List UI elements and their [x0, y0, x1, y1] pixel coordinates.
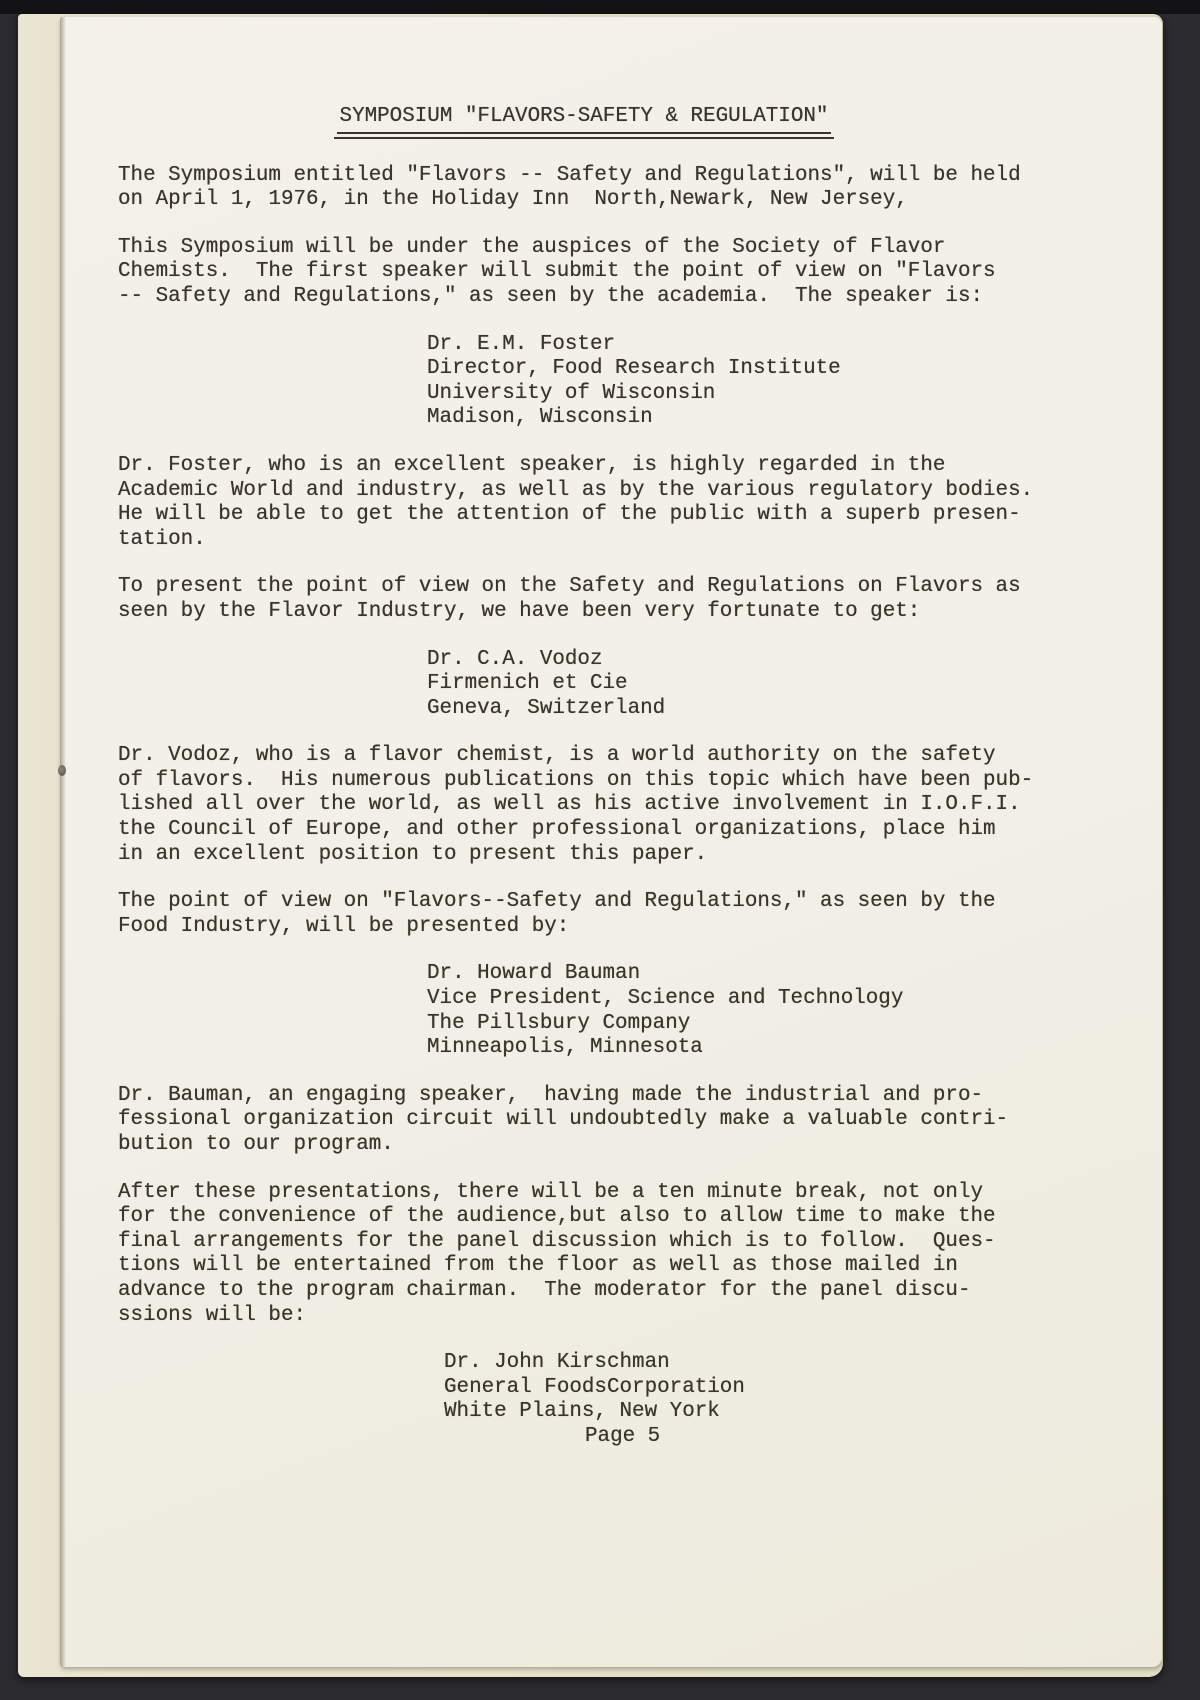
- speaker-block-foster: [427, 333, 1050, 431]
- scanner-top-band: [0, 0, 1200, 14]
- text-line: of flavors. His numerous publications on this topic which have been pub-: [118, 768, 1034, 792]
- text-line: Food Industry, will be presented by:: [118, 914, 570, 938]
- paragraph-auspices: [118, 236, 1050, 310]
- text-line: -- Safety and Regulations," as seen by the academia. The speaker is:: [118, 284, 984, 308]
- text-line: Firmenich et Cie: [427, 672, 628, 696]
- text-line: Dr. Bauman, an engaging speaker, having made the industrial and pro-: [118, 1083, 984, 1107]
- text-line: Dr. John Kirschman: [444, 1351, 670, 1375]
- document-content: [118, 105, 1050, 1450]
- text-line: tions will be entertained from the floor as well as those mailed in: [118, 1254, 958, 1278]
- text-line: advance to the program chairman. The moderator for the panel discu-: [118, 1278, 971, 1302]
- text-line: seen by the Flavor Industry, we have been very fortunate to get:: [118, 599, 921, 623]
- text-line: lished all over the world, as well as his active involvement in I.O.F.I.: [118, 793, 1021, 817]
- text-line: Dr. Foster, who is an excellent speaker, is highly regarded in the: [118, 453, 946, 477]
- text-line: ssions will be:: [118, 1303, 307, 1327]
- text-line: Geneva, Switzerland: [427, 696, 666, 720]
- text-line: He will be able to get the attention of the public with a superb presen-: [118, 503, 1021, 527]
- text-line: the Council of Europe, and other professional organizations, place him: [118, 818, 996, 842]
- document-title-text: SYMPOSIUM "FLAVORS-SAFETY & REGULATION": [337, 105, 832, 134]
- text-line: Director, Food Research Institute: [427, 357, 841, 381]
- text-line: Dr. Howard Bauman: [427, 962, 641, 986]
- text-line: The Pillsbury Company: [427, 1011, 691, 1035]
- text-line: To present the point of view on the Safety and Regulations on Flavors as: [118, 575, 1021, 599]
- text-line: fessional organization circuit will undoubtedly make a valuable contri-: [118, 1108, 1009, 1132]
- text-line: Minneapolis, Minnesota: [427, 1036, 703, 1060]
- paragraph-vodoz-bio: [118, 744, 1050, 867]
- paragraph-foster-bio: [118, 454, 1050, 552]
- paragraph-intro: [118, 164, 1050, 213]
- text-line: White Plains, New York: [444, 1400, 720, 1424]
- text-line: Dr. Vodoz, who is a flavor chemist, is a world authority on the safety: [118, 744, 996, 768]
- text-line: for the convenience of the audience,but also to allow time to make the: [118, 1205, 996, 1229]
- text-line: Dr. C.A. Vodoz: [427, 647, 603, 671]
- speaker-block-kirschman: [444, 1351, 1050, 1425]
- speaker-block-vodoz: [427, 648, 1050, 722]
- scanned-document-page: [60, 17, 1162, 1667]
- paragraph-industry-view: [118, 575, 1050, 624]
- binding-crease: [60, 17, 66, 1667]
- text-line: Vice President, Science and Technology: [427, 987, 904, 1011]
- text-line: in an excellent position to present this paper.: [118, 842, 708, 866]
- paragraph-food-industry-view: [118, 890, 1050, 939]
- speaker-block-bauman: [427, 962, 1050, 1060]
- text-line: Academic World and industry, as well as by the various regulatory bodies.: [118, 478, 1034, 502]
- text-line: The Symposium entitled "Flavors -- Safety and Regulations", will be held: [118, 163, 1021, 187]
- page-number: Page 5: [585, 1424, 661, 1448]
- text-line: on April 1, 1976, in the Holiday Inn North,Newark, New Jersey,: [118, 188, 908, 212]
- document-title: [118, 105, 1050, 134]
- text-line: bution to our program.: [118, 1133, 394, 1156]
- text-line: Dr. E.M. Foster: [427, 332, 616, 356]
- paragraph-bauman-bio: [118, 1084, 1050, 1158]
- text-line: University of Wisconsin: [427, 381, 716, 405]
- text-line: Madison, Wisconsin: [427, 406, 653, 430]
- text-line: General FoodsCorporation: [444, 1375, 745, 1399]
- text-line: This Symposium will be under the auspices of the Society of Flavor: [118, 235, 946, 259]
- paragraph-break-panel: [118, 1181, 1050, 1329]
- text-line: tation.: [118, 527, 206, 551]
- text-line: Chemists. The first speaker will submit the point of view on "Flavors: [118, 260, 996, 284]
- text-line: The point of view on "Flavors--Safety and Regulations," as seen by the: [118, 890, 996, 914]
- binding-staple-mark: [58, 765, 66, 776]
- text-line: final arrangements for the panel discussion which is to follow. Ques-: [118, 1229, 996, 1253]
- text-line: After these presentations, there will be a ten minute break, not only: [118, 1180, 984, 1204]
